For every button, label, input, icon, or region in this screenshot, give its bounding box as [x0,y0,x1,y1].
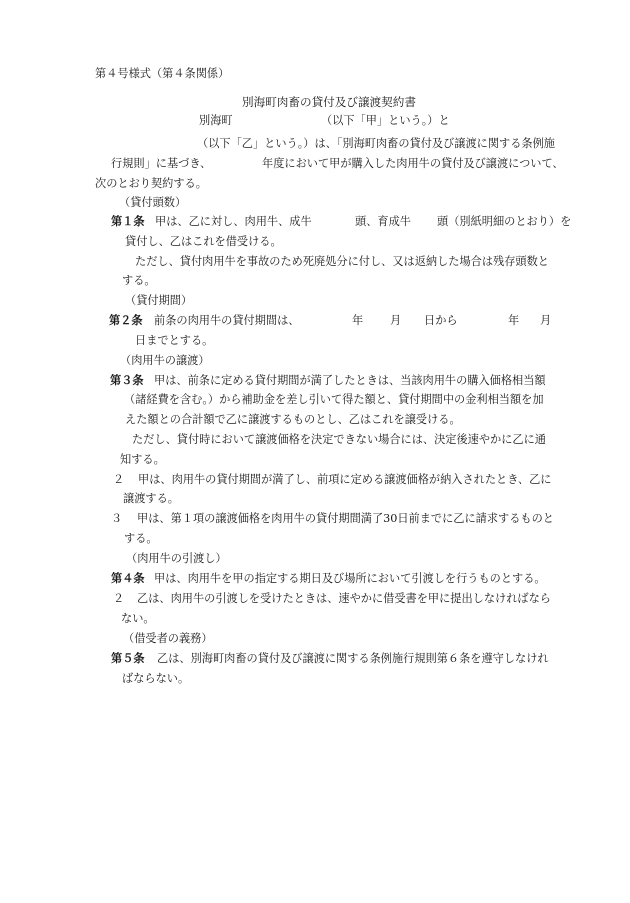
article-1-proviso-2: する。 [122,274,156,287]
article-1-text-a: 甲は、乙に対し、肉用牛、成牛 [155,215,312,228]
article-1-number: 第１条 [111,215,145,228]
document-title: 別海町肉畜の貸付及び譲渡契約書 [242,95,416,109]
article-2-number: 第２条 [109,314,143,327]
article-3-line-1: 甲は、前条に定める貸付期間が満了したときは、当該肉用牛の購入価格相当額 [154,374,546,387]
article-3-proviso-1: ただし、貸付時において譲渡価格を決定できない場合には、決定後速やかに乙に通 [132,433,546,446]
article-5-caption: （借受者の義務） [123,632,213,645]
article-3-proviso-2: 知する。 [120,453,165,466]
party-a-name: 別海町 [199,114,233,127]
article-3-item-3-line-1: 甲は、第１項の譲渡価格を肉用牛の貸付期間満了30日前までに乙に請求するものと [137,512,554,525]
article-4-line-1: 甲は、肉用牛を甲の指定する期日及び場所において引渡しを行うものとする。 [154,572,546,585]
article-1-caption: （貸付頭数） [119,196,187,209]
article-4-number: 第４条 [111,572,145,585]
article-1-text-c: 頭（別紙明細のとおり）を [437,215,572,228]
article-2-text: 前条の肉用牛の貸付期間は、 [154,314,300,327]
article-3-line-3: えた額との合計額で乙に譲渡するものとし、乙はこれを譲受ける。 [125,413,461,426]
article-3-item-2-number: ２ [113,473,125,486]
preamble-line-3: 次のとおり契約する。 [95,177,207,190]
article-3-item-2-line-1: 甲は、肉用牛の貸付期間が満了し、前項に定める譲渡価格が納入されたとき、乙に [138,473,552,486]
article-2-year-1: 年 [352,314,364,327]
article-3-line-2: （諸経費を含む。）から補助金を差し引いて得た額と、貸付期間中の金利相当額を加 [124,393,544,406]
preamble-line-2b: 年度において甲が購入した肉用牛の貸付及び譲渡について、 [262,157,564,170]
article-4-item-2-line-2: ない。 [121,612,155,625]
article-3-item-2-line-2: 譲渡する。 [123,492,179,505]
article-1-text-b: 頭、育成牛 [355,215,411,228]
article-4-item-2-number: ２ [113,592,125,605]
article-2-from: 日から [424,314,458,327]
party-b-definition: （以下「乙」という。）は、「別海町肉畜の貸付及び譲渡に関する条例施 [197,137,555,150]
article-2-caption: （貸付期間） [125,294,193,307]
article-2-line-2: 日までとする。 [135,334,214,347]
article-1-proviso-1: ただし、貸付肉用牛を事故のため死廃処分に付し、又は返納した場合は残存頭数と [135,255,549,268]
article-2-month-2: 月 [540,314,552,327]
article-3-item-3-number: ３ [111,512,123,525]
article-3-item-3-line-2: する。 [124,532,158,545]
article-3-caption: （肉用牛の譲渡） [120,354,210,367]
article-5-line-1: 乙は、別海町肉畜の貸付及び譲渡に関する条例施行規則第６条を遵守しなけれ [157,652,549,665]
party-a-definition: （以下「甲」という。）と [321,114,450,127]
article-2-month-1: 月 [390,314,402,327]
preamble-line-2a: 行規則」に基づき、 [111,157,212,170]
article-4-caption: （肉用牛の引渡し） [126,552,227,565]
article-5-line-2: ばならない。 [122,672,190,685]
form-label: 第４号様式（第４条関係） [95,67,230,80]
article-2-year-2: 年 [508,314,520,327]
article-1-line-2: 貸付し、乙はこれを借受ける。 [125,235,282,248]
article-4-item-2-line-1: 乙は、肉用牛の引渡しを受けたときは、速やかに借受書を甲に提出しなければなら [137,592,551,605]
article-3-number: 第３条 [110,374,144,387]
article-5-number: 第５条 [111,652,145,665]
